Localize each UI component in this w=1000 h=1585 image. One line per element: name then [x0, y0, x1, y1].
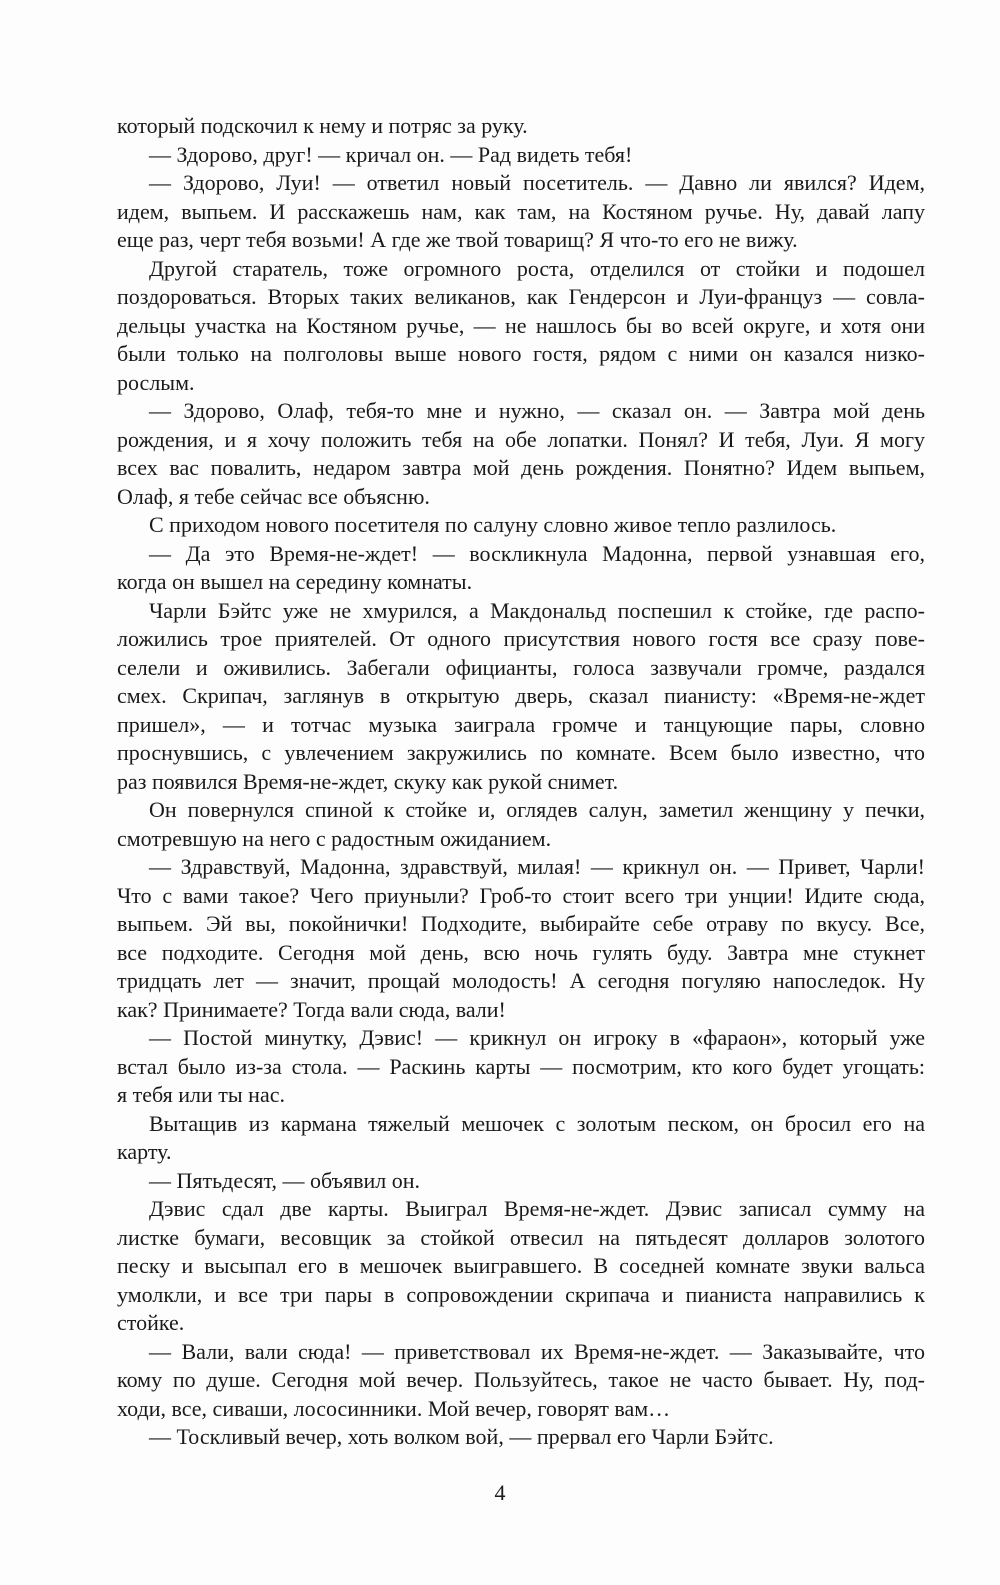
paragraph: [117, 1195, 925, 1338]
paragraph: [117, 1110, 925, 1167]
text-line: Дэвис сдал две карты. Выиграл Время-не-ждет. Дэвис записал сумму на: [149, 1196, 925, 1221]
paragraph: [117, 540, 925, 597]
text-line: селели и оживились. Забегали официанты, голоса зазвучали громче, раздался: [117, 654, 925, 680]
text-line: умолкли, и все три пары в сопровождении скрипача и пианиста направились к: [117, 1281, 925, 1307]
text-line: смех. Скрипач, заглянув в открытую дверь, сказал пианисту: «Время-не-ждет: [117, 683, 925, 708]
text-line: дельцы участка на Костяном ручье, — не нашлось бы во всей округе, и хотя они: [117, 312, 925, 338]
paragraph: [117, 796, 925, 853]
page-number: 4: [494, 1480, 506, 1505]
text-line: поздороваться. Вторых таких великанов, как Гендерсон и Луи-француз — совла-: [117, 284, 925, 309]
text-line: — Здорово, Олаф, тебя-то мне и нужно, — сказал он. — Завтра мой день: [149, 398, 925, 423]
text-line: — Тоскливый вечер, хоть волком вой, — прервал его Чарли Бэйтс.: [149, 1424, 774, 1449]
text-line: тридцать лет — значит, прощай молодость! А сегодня погуляю напоследок. Ну: [117, 968, 925, 993]
text-line: ходи, все, сиваши, лососинники. Мой вечер, говорят вам…: [117, 1395, 671, 1421]
paragraph: [117, 597, 925, 797]
text-line: — Здравствуй, Мадонна, здравствуй, милая! — крикнул он. — Привет, Чарли!: [149, 854, 925, 879]
paragraph: [117, 853, 925, 1024]
text-line: песку и высыпал его в мешочек выигравшего. В соседней комнате звуки вальса: [117, 1253, 925, 1278]
text-line: — Да это Время-не-ждет! — воскликнула Мадонна, первой узнавшая его,: [149, 540, 925, 566]
paragraph: [117, 1338, 925, 1424]
text-line: как? Принимаете? Тогда вали сюда, вали!: [117, 996, 506, 1022]
text-line: смотревшую на него с радостным ожиданием.: [117, 825, 552, 851]
text-line: кому по душе. Сегодня мой вечер. Пользуйтесь, такое не часто бывает. Ну, под-: [117, 1367, 925, 1392]
paragraph: [117, 1024, 925, 1110]
text-line: пришел», — и тотчас музыка заиграла громче и танцующие пары, словно: [117, 711, 925, 737]
paragraph: [117, 397, 925, 511]
text-line: Он повернулся спиной к стойке и, оглядев салун, заметил женщину у печки,: [149, 797, 925, 822]
text-line: — Вали, вали сюда! — приветствовал их Время-не-ждет. — Заказывайте, что: [149, 1338, 925, 1364]
text-line: — Постой минутку, Дэвис! — крикнул он игроку в «фараон», который уже: [149, 1025, 925, 1050]
text-line: — Пятьдесят, — объявил он.: [149, 1167, 421, 1193]
text-line: идем, выпьем. И расскажешь нам, как там, на Костяном ручье. Ну, давай лапу: [117, 198, 925, 224]
text-line: когда он вышел на середину комнаты.: [117, 569, 473, 594]
text-line: карту.: [117, 1139, 172, 1164]
text-line: — Здорово, Луи! — ответил новый посетитель. — Давно ли явился? Идем,: [149, 170, 925, 195]
text-line: были только на полголовы выше нового гостя, рядом с ними он казался низко-: [117, 341, 925, 366]
text-line: стойке.: [117, 1310, 185, 1335]
text-line: Что с вами такое? Чего приуныли? Гроб-то стоит всего три унции! Идите сюда,: [117, 882, 925, 908]
text-line: Другой старатель, тоже огромного роста, отделился от стойки и подошел: [149, 255, 925, 281]
text-line: рослым.: [117, 369, 195, 395]
text-line: всех вас повалить, недаром завтра мой день рождения. Понятно? Идем выпьем,: [117, 455, 925, 480]
text-line: все подходите. Сегодня мой день, всю ночь гулять буду. Завтра мне стукнет: [117, 939, 925, 965]
paragraph: [117, 1167, 925, 1196]
text-line: С приходом нового посетителя по салуну словно живое тепло разлилось.: [149, 512, 837, 537]
paragraph: [117, 1423, 925, 1452]
paragraph: [117, 141, 925, 170]
page-body-text: [117, 112, 925, 1452]
text-line: еще раз, черт тебя возьми! А где же твой товарищ? Я что-то его не вижу.: [117, 227, 798, 252]
text-line: раз появился Время-не-ждет, скуку как рукой снимет.: [117, 768, 619, 794]
text-line: — Здорово, друг! — кричал он. — Рад видеть тебя!: [149, 141, 633, 167]
paragraph: [117, 112, 925, 141]
text-line: проснувшись, с увлечением закружились по комнате. Всем было известно, что: [117, 740, 925, 765]
text-line: Вытащив из кармана тяжелый мешочек с золотым песком, он бросил его на: [149, 1110, 925, 1136]
text-line: Чарли Бэйтс уже не хмурился, а Макдональд поспешил к стойке, где распо-: [149, 597, 925, 623]
text-line: который подскочил к нему и потряс за руку.: [117, 113, 528, 138]
text-line: выпьем. Эй вы, покойнички! Подходите, выбирайте себе отраву по вкусу. Все,: [117, 911, 925, 936]
text-line: листке бумаги, весовщик за стойкой отвесил на пятьдесят долларов золотого: [117, 1224, 925, 1250]
paragraph: [117, 511, 925, 540]
text-line: я тебя или ты нас.: [117, 1082, 285, 1107]
text-line: рождения, и я хочу положить тебя на обе лопатки. Понял? И тебя, Луи. Я могу: [117, 426, 925, 452]
paragraph: [117, 169, 925, 255]
paragraph: [117, 255, 925, 398]
text-line: Олаф, я тебе сейчас все объясню.: [117, 483, 430, 509]
text-line: встал было из-за стола. — Раскинь карты — посмотрим, кто кого будет угощать:: [117, 1053, 925, 1079]
text-line: ложились трое приятелей. От одного присутствия нового гостя все сразу пове-: [117, 626, 925, 651]
